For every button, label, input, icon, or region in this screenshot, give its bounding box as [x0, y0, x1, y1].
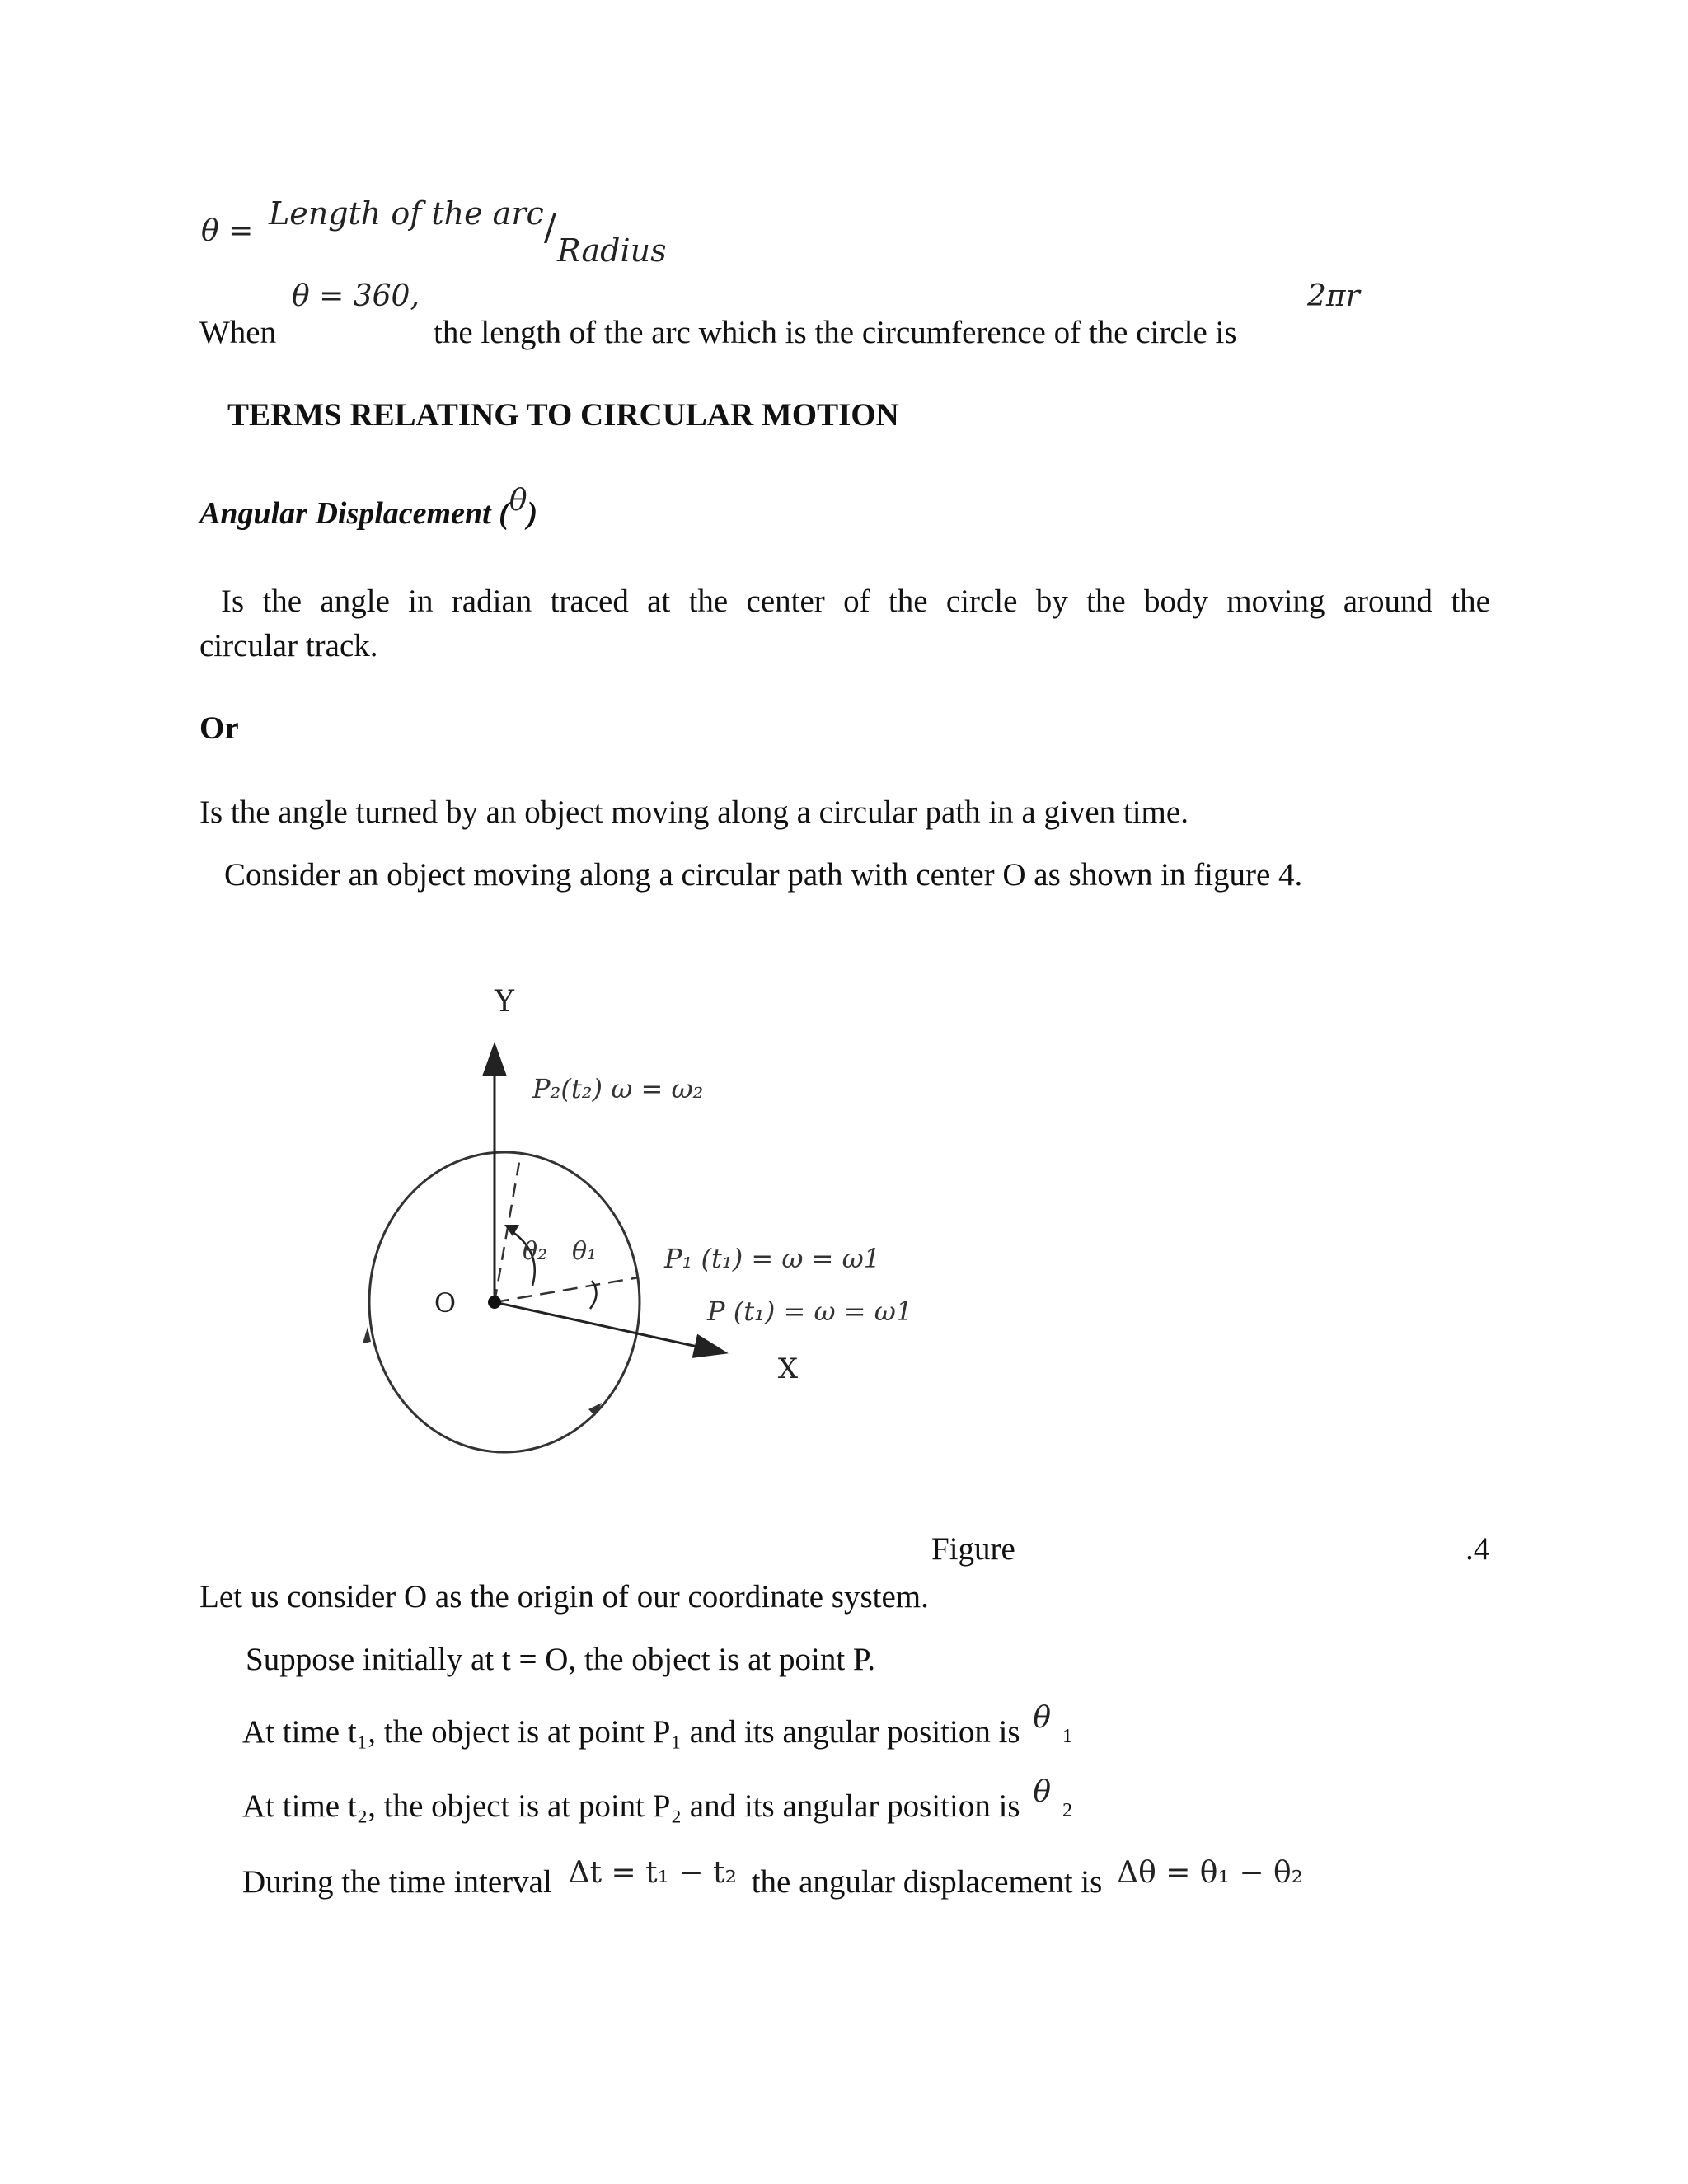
suppose-paragraph: Suppose initially at t = O, the object is at point P. [246, 1642, 876, 1677]
direction-arrow-icon [363, 1327, 371, 1343]
theta2-label: θ₂ [523, 1237, 548, 1266]
when-rest-text: the length of the arc which is the circumference of the circle is [434, 315, 1237, 350]
p1-label: P₁ (t₁) = ω = ω1 [664, 1243, 881, 1274]
theta1-label: θ₁ [572, 1237, 598, 1266]
alt-definition: Is the angle turned by an object moving along a circular path in a given time. [199, 794, 1189, 830]
x-axis [495, 1302, 724, 1352]
when-word: When [199, 315, 277, 350]
section-heading: TERMS RELATING TO CIRCULAR MOTION [227, 397, 899, 433]
theta-lhs: θ = [201, 214, 254, 248]
theta1-symbol: θ [1033, 1701, 1052, 1735]
at-t2-paragraph [242, 1775, 1073, 1824]
interval-math: Δt = t₁ − t₂ [568, 1856, 737, 1890]
subheading [199, 484, 538, 531]
p1-radius-dashed [495, 1277, 639, 1302]
interval-text-a: During the time interval [242, 1864, 552, 1900]
p2-radius-dashed [495, 1162, 519, 1302]
subheading-theta: θ [509, 484, 528, 518]
at-t1-paragraph [242, 1701, 1073, 1750]
figure-caption-word: Figure [931, 1531, 1015, 1567]
interval-paragraph [242, 1856, 1304, 1900]
formula-denominator: Radius [557, 232, 667, 269]
definition-line-1: Is the angle in radian traced at the center of the circle by the body moving around the [221, 583, 1490, 619]
circular-motion-figure [330, 964, 989, 1475]
theta2-subscript: 2 [1062, 1800, 1073, 1821]
origin-paragraph: Let us consider O as the origin of our coordinate system. [199, 1579, 929, 1615]
center-point [488, 1296, 501, 1309]
interval-text-b: the angular displacement is [751, 1864, 1103, 1900]
p-label: P (t₁) = ω = ω1 [707, 1296, 913, 1327]
y-axis-label: Y [495, 985, 514, 1019]
subheading-text: Angular Displacement ( [199, 496, 509, 531]
p2-label: P₂(t₂) ω = ω₂ [532, 1073, 704, 1104]
theta1-subscript: 1 [1062, 1726, 1073, 1747]
or-label: Or [199, 710, 239, 746]
definition-line-2: circular track. [199, 628, 378, 663]
consider-text: Consider an object moving along a circular path with center O as shown in figure 4. [224, 857, 1303, 893]
formula-numerator: Length of the arc [269, 195, 544, 232]
formula-slash: / [544, 207, 556, 249]
figure-caption-number: .4 [1465, 1531, 1490, 1567]
two-pi-r: 2πr [1307, 279, 1360, 313]
theta-360: θ = 360, [292, 279, 420, 313]
at-t1-text: At time t₁, the object is at point P₁ and its angular position is [242, 1714, 1020, 1750]
theta2-symbol: θ [1033, 1775, 1052, 1809]
origin-label: O [434, 1287, 457, 1319]
at-t2-text: At time t₂, the object is at point P₂ and its angular position is [242, 1788, 1020, 1824]
displacement-math: Δθ = θ₁ − θ₂ [1117, 1856, 1304, 1890]
subheading-close: ) [527, 496, 538, 531]
x-axis-label: X [777, 1352, 799, 1385]
